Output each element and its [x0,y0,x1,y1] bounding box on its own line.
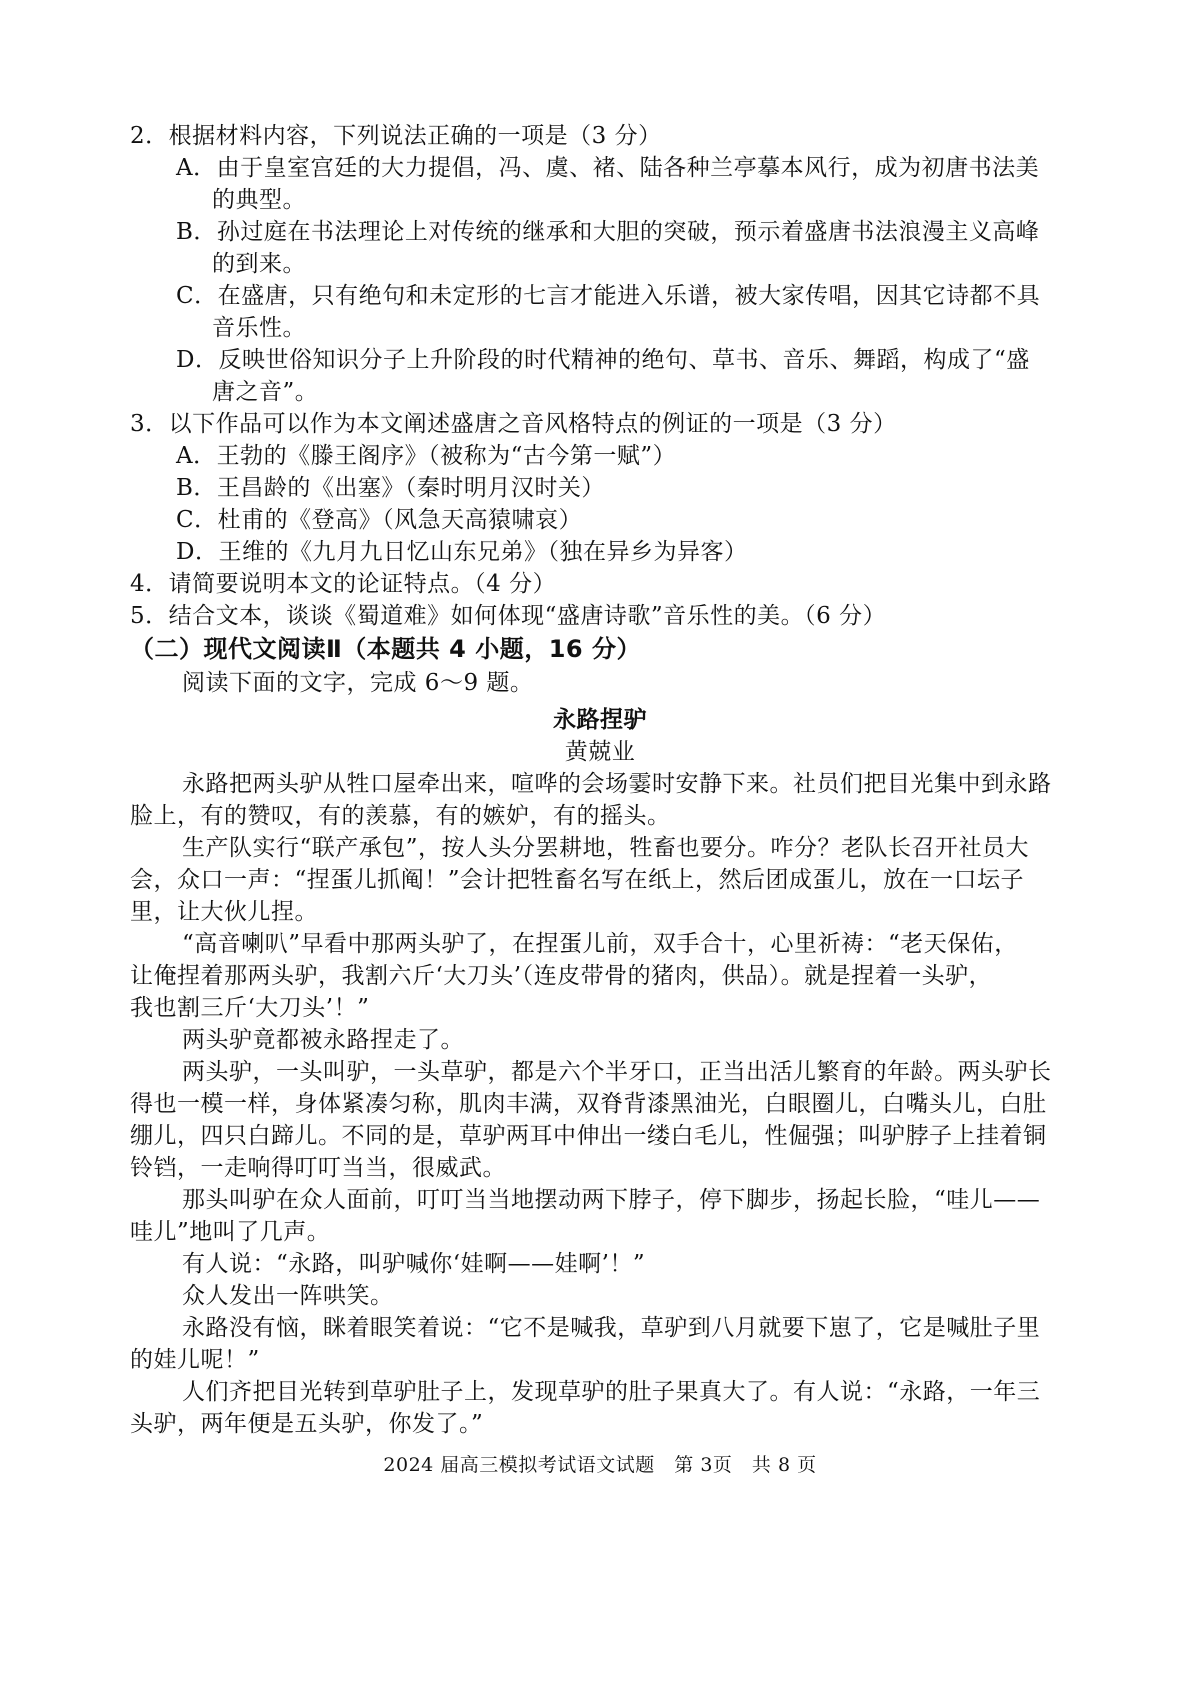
story-author: 黄兢业 [564,739,636,765]
story-line: 有人说：“永路，叫驴喊你‘娃啊——娃啊’！” [182,1251,646,1277]
story-line: 永路把两头驴从牲口屋牵出来，喧哗的会场霎时安静下来。社员们把目光集中到永路 [182,771,1052,797]
story-line: 让俺捏着那两头驴，我割六斤‘大刀头’（连皮带骨的猪肉，供品）。就是捏着一头驴， [130,963,993,989]
story-line: 众人发出一阵哄笑。 [182,1283,394,1309]
section-instruction: 阅读下面的文字，完成 6～9 题。 [182,670,534,696]
question-3-option-d: D．王维的《九月九日忆山东兄弟》（独在异乡为异客） [176,539,748,565]
question-3-option-c: C．杜甫的《登高》（风急天高猿啸哀） [176,507,583,533]
story-line: “高音喇叭”早看中那两头驴了，在捏蛋儿前，双手合十，心里祈祷：“老天保佑， [182,931,1018,957]
story-line: 的娃儿呢！” [130,1347,260,1373]
story-line: 生产队实行“联产承包”，按人头分罢耕地，牲畜也要分。咋分？老队长召开社员大 [182,835,1030,861]
question-3-option-a: A．王勃的《滕王阁序》（被称为“古今第一赋”） [176,443,677,469]
story-line: 人们齐把目光转到草驴肚子上，发现草驴的肚子果真大了。有人说：“永路，一年三 [182,1379,1041,1405]
question-2-option-b-cont: 的到来。 [212,251,306,277]
question-2-option-d-cont: 唐之音”。 [212,379,319,405]
story-line: 绷儿，四只白蹄儿。不同的是，草驴两耳中伸出一缕白毛儿，性倔强；叫驴脖子上挂着铜 [130,1123,1047,1149]
story-line: 头驴，两年便是五头驴，你发了。” [130,1411,484,1437]
story-line: 永路没有恼，眯着眼笑着说：“它不是喊我，草驴到八月就要下崽了，它是喊肚子里 [182,1315,1041,1341]
story-line: 那头叫驴在众人面前，叮叮当当地摆动两下脖子，停下脚步，扬起长脸，“哇儿—— [182,1187,1041,1213]
page-footer: 2024 届高三模拟考试语文试题 第 3页 共 8 页 [383,1454,817,1476]
story-line: 会，众口一声：“捏蛋儿抓阄！”会计把牲畜名写在纸上，然后团成蛋儿，放在一口坛子 [130,867,1025,893]
story-line: 两头驴，一头叫驴，一头草驴，都是六个半牙口，正当出活儿繁育的年龄。两头驴长 [182,1059,1052,1085]
question-2-stem: 2．根据材料内容，下列说法正确的一项是（3 分） [130,123,662,149]
story-line: 我也割三斤‘大刀头’！” [130,995,370,1021]
section-heading: （二）现代文阅读Ⅱ（本题共 4 小题，16 分） [130,635,641,663]
question-4: 4．请简要说明本文的论证特点。（4 分） [130,571,557,597]
question-3-option-b: B．王昌龄的《出塞》（秦时明月汉时关） [176,475,605,501]
question-2-option-d: D．反映世俗知识分子上升阶段的时代精神的绝句、草书、音乐、舞蹈，构成了“盛 [176,347,1030,373]
story-line: 哇儿”地叫了几声。 [130,1219,331,1245]
question-2-option-b: B．孙过庭在书法理论上对传统的继承和大胆的突破，预示着盛唐书法浪漫主义高峰 [176,219,1040,245]
question-2-option-a-cont: 的典型。 [212,187,306,213]
story-line: 脸上，有的赞叹，有的羡慕，有的嫉妒，有的摇头。 [130,803,671,829]
question-2-option-c: C．在盛唐，只有绝句和未定形的七言才能进入乐谱，被大家传唱，因其它诗都不具 [176,283,1041,309]
question-2-option-c-cont: 音乐性。 [212,315,306,341]
story-line: 两头驴竟都被永路捏走了。 [182,1027,464,1053]
question-5: 5．结合文本，谈谈《蜀道难》如何体现“盛唐诗歌”音乐性的美。（6 分） [130,603,887,629]
story-title: 永路捏驴 [553,707,647,733]
question-2-option-a: A．由于皇室宫廷的大力提倡，冯、虞、褚、陆各种兰亭摹本风行，成为初唐书法美 [176,155,1040,181]
question-3-stem: 3．以下作品可以作为本文阐述盛唐之音风格特点的例证的一项是（3 分） [130,411,897,437]
story-line: 得也一模一样，身体紧凑匀称，肌肉丰满，双脊背漆黑油光，白眼圈儿，白嘴头儿，白肚 [130,1091,1047,1117]
story-line: 里，让大伙儿捏。 [130,899,318,925]
story-line: 铃铛，一走响得叮叮当当，很威武。 [130,1155,506,1181]
